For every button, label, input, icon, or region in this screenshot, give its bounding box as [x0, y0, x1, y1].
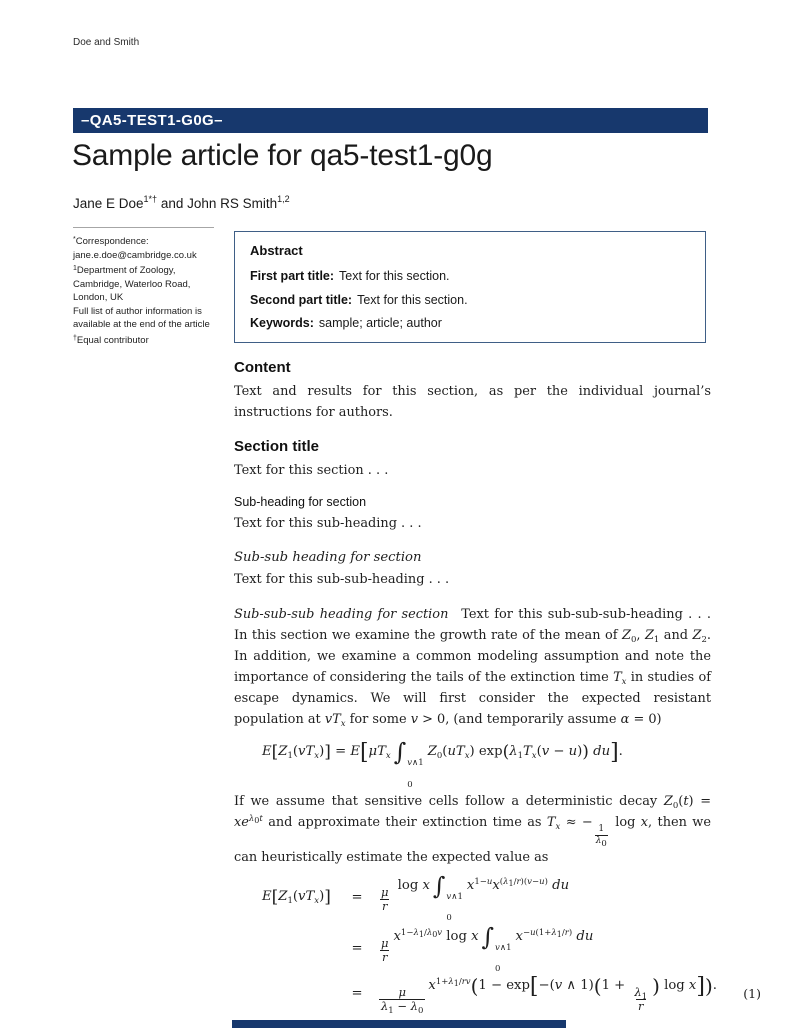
article-title: Sample article for qa5-test1-g0g [72, 139, 493, 172]
equals-sign: = [351, 940, 363, 956]
equation-lhs: $E[Z_1(vT_x)]$ [262, 887, 331, 908]
equation-rhs: $\frac{\mu}{r}$ log x ∫ v∧1 0 $x^{1-u}x^{(\lambda_1/r)(v-u)}$ du [381, 871, 570, 924]
equation-row-3 [234, 973, 761, 1017]
section-heading-title: Section title [234, 438, 320, 455]
section-paragraph: Text for this section . . . [234, 463, 389, 478]
sidebar-line: London, UK [73, 292, 124, 303]
equation-row-1 [234, 872, 711, 923]
sidebar-line: $^1$Department of Zoology, [73, 265, 176, 276]
sub-sub-sub-paragraph: Sub-sub-sub heading for section Text for this sub-sub-sub-heading . . . In this section we examine the growth rate of the mean of $Z_0$, $Z_1$ and $Z_2$. In addition, we examine a common modeling assumption and note the importance of considering the tails of the extinction time $T_x$ in studies of escape dynamics. We will first consider the expected resistant population at $vT_x$ for some v > 0, (and temporarily assume α = 0) [234, 607, 711, 729]
abstract-row-text: Text for this section. [339, 269, 450, 283]
sidebar-line: available at the end of the article [73, 319, 210, 330]
abstract-row-first-part [250, 269, 690, 283]
sidebar-line-email: jane.e.doe@cambridge.co.uk [73, 249, 197, 261]
running-head: Doe and Smith [73, 37, 140, 48]
abstract-row-text: Text for this section. [357, 292, 468, 307]
display-equation-unnumbered [262, 738, 711, 789]
authors-line: Jane E Doe$^{1*\dagger}$ and John RS Smith$^{1,2}$ [73, 194, 290, 211]
main-column [234, 359, 761, 1017]
sub-sub-heading-paragraph: Text for this sub-sub-heading . . . [234, 572, 450, 587]
abstract-heading: Abstract [250, 243, 303, 258]
equals-sign: = [351, 889, 363, 905]
equation-number: (1) [743, 986, 761, 1002]
footer-bar [232, 1020, 566, 1028]
abstract-row-label: Second part title: [250, 292, 353, 307]
sidebar-line: Cambridge, Waterloo Road, [73, 278, 191, 290]
sub-heading-paragraph: Text for this sub-heading . . . [234, 516, 422, 531]
abstract-box [234, 231, 706, 343]
equation-rhs: $\frac{\mu}{r}$ $x^{1-\lambda_1/\lambda_0v}$ log x ∫ v∧1 0 $x^{-u(1+\lambda_1/r)}$ du [381, 922, 594, 975]
sub-heading: Sub-heading for section [234, 495, 367, 509]
content-paragraph: Text and results for this section, as per the individual journal’s instructions for authors. [234, 384, 711, 420]
abstract-row-label: Keywords: [250, 316, 314, 330]
banner-label: –QA5-TEST1-G0G– [81, 112, 223, 129]
section-heading-content: Content [234, 359, 291, 376]
abstract-row-keywords [250, 316, 690, 330]
sidebar-line: Full list of author information is [73, 305, 202, 317]
sidebar-line: *Correspondence: [73, 236, 149, 247]
equation-row-2 [234, 923, 711, 974]
sidebar-line: †Equal contributor [73, 334, 149, 346]
abstract-row-second-part [250, 293, 690, 307]
abstract-row-text: sample; article; author [318, 316, 442, 330]
paragraph-after-equation: If we assume that sensitive cells follow a deterministic decay $Z_0(t) = xe^{\lambda_0t}$ and approximate their extinction time as $T_x$ ≈ − $\frac{1}{\lambda_0}$ log x, then we can heuristically estimate the expected value as [234, 794, 711, 865]
equation-rhs: $\frac{\mu}{\lambda_1 - \lambda_0}$ $x^{1+\lambda_1/rv}(1 - \exp[-(v$ ∧ 1)(1 + $\frac{\lambda_1}{r}$ ) log x]). [381, 973, 717, 1017]
sub-sub-heading: Sub-sub heading for section [234, 550, 422, 565]
journal-banner [73, 108, 708, 133]
equals-sign: = [351, 986, 363, 1002]
equation-content: $E[Z_1(vT_x)] = E[\mu T_x$ ∫ v∧1 0 $Z_0(uT_x) \exp(\lambda_1T_x(v - u))$ du]. [262, 738, 623, 790]
correspondence-sidebar [73, 227, 214, 347]
abstract-row-label: First part title: [250, 269, 335, 283]
aligned-equations [234, 871, 761, 1017]
